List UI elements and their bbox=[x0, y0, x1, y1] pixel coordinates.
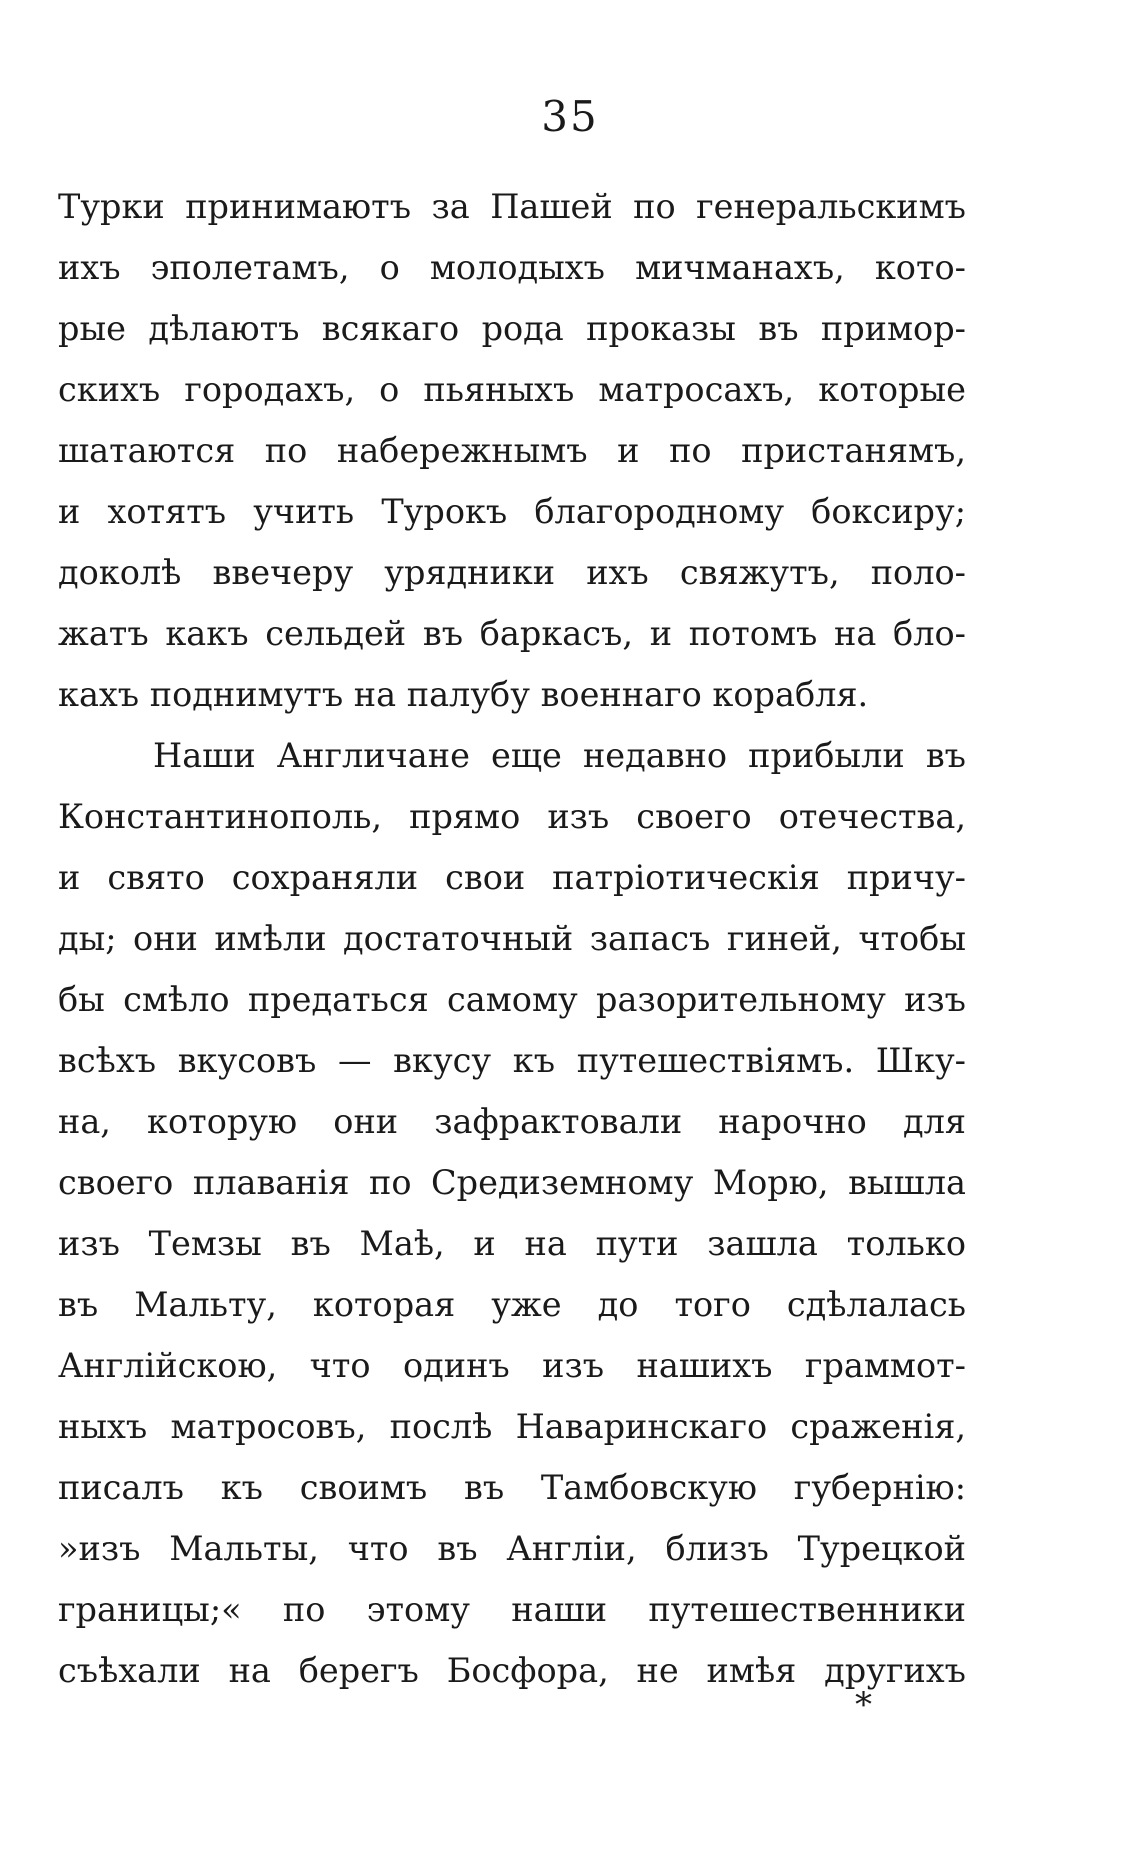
text-line: ды; они имѣли достаточный запасъ гиней, чтобы bbox=[58, 919, 966, 958]
body-text bbox=[58, 176, 966, 1701]
text-line: и хотятъ учить Турокъ благородному боксиру; bbox=[58, 492, 966, 531]
text-line: Константинополь, прямо изъ своего отечества, bbox=[58, 797, 966, 836]
text-line: жатъ какъ сельдей въ баркасъ, и потомъ на бло- bbox=[58, 614, 966, 653]
paragraph-start-line: Наши Англичане еще недавно прибыли въ bbox=[153, 736, 966, 775]
text-line: ныхъ матросовъ, послѣ Наваринскаго сраженія, bbox=[58, 1407, 966, 1446]
text-line: писалъ къ своимъ въ Тамбовскую губернію: bbox=[58, 1468, 966, 1507]
page-number: 35 bbox=[541, 92, 599, 141]
text-line: въ Мальту, которая уже до того сдѣлалась bbox=[58, 1285, 966, 1324]
text-line: доколѣ ввечеру урядники ихъ свяжутъ, поло- bbox=[58, 553, 966, 592]
text-line: Англійскою, что одинъ изъ нашихъ граммот- bbox=[58, 1346, 966, 1385]
text-line: изъ Темзы въ Маѣ, и на пути зашла только bbox=[58, 1224, 966, 1263]
text-line: »изъ Мальты, что въ Англіи, близъ Турецкой bbox=[58, 1529, 966, 1568]
text-line: ихъ эполетамъ, о молодыхъ мичманахъ, кото- bbox=[58, 248, 966, 287]
text-line: скихъ городахъ, о пьяныхъ матросахъ, которые bbox=[58, 370, 966, 409]
text-line: рые дѣлаютъ всякаго рода проказы въ примор- bbox=[58, 309, 966, 348]
text-line: шатаются по набережнымъ и по пристанямъ, bbox=[58, 431, 966, 470]
text-line: всѣхъ вкусовъ — вкусу къ путешествіямъ. Шку- bbox=[58, 1041, 966, 1080]
text-line: на, которую они зафрактовали нарочно для bbox=[58, 1102, 966, 1141]
text-line: границы;« по этому наши путешественники bbox=[58, 1590, 966, 1629]
text-line: своего плаванія по Средиземному Морю, вышла bbox=[58, 1163, 966, 1202]
text-line: и свято сохраняли свои патріотическія причу- bbox=[58, 858, 966, 897]
text-line: съѣхали на берегъ Босфора, не имѣя другихъ bbox=[58, 1651, 966, 1690]
signature-mark: * bbox=[855, 1685, 872, 1725]
text-line: Турки принимаютъ за Пашей по генеральскимъ bbox=[58, 187, 966, 226]
paragraph-end-line: кахъ поднимутъ на палубу военнаго корабля. bbox=[58, 675, 869, 714]
text-line: бы смѣло предаться самому разорительному изъ bbox=[58, 980, 966, 1019]
